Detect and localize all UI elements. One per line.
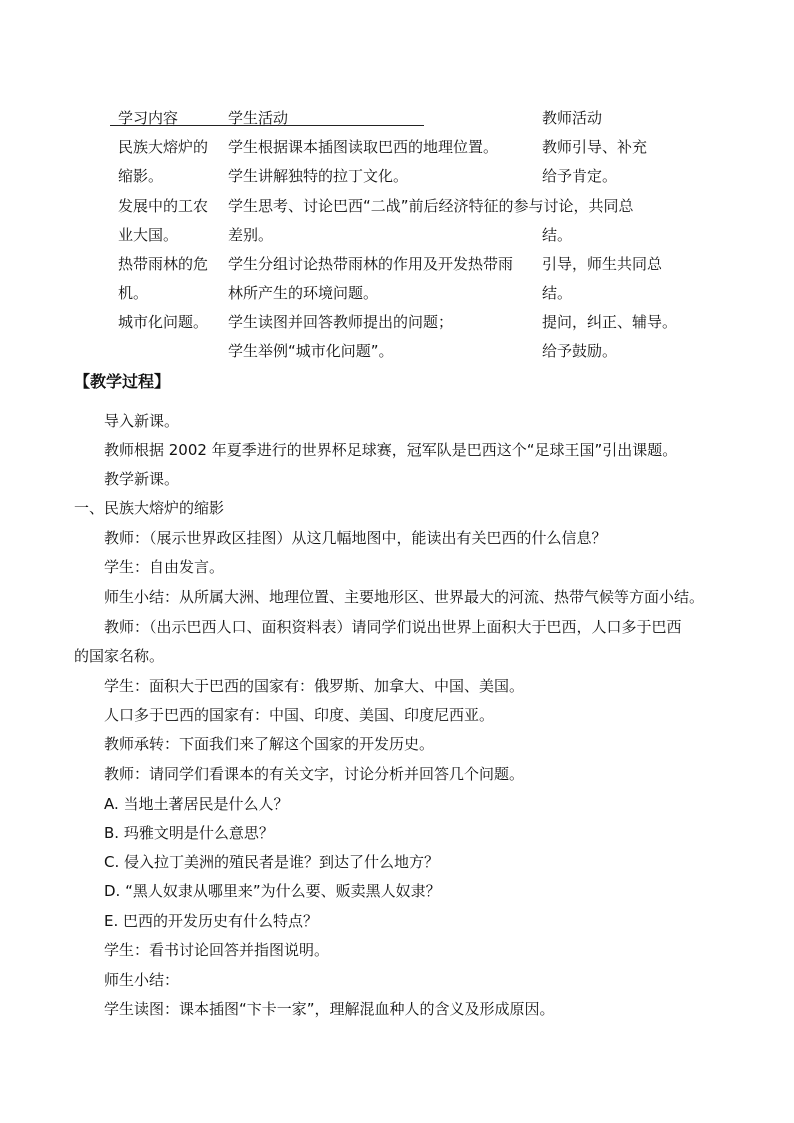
table-cell: 结。	[542, 284, 573, 302]
table-cell: 业大国。	[118, 226, 179, 244]
table-cell: 缩影。	[118, 167, 164, 185]
table-cell: 林所产生的环境问题。	[228, 284, 379, 302]
paragraph: 师生小结：从所属大洲、地理位置、主要地形区、世界最大的河流、热带气候等方面小结。	[104, 588, 705, 606]
header-underline	[110, 125, 424, 126]
paragraph: 教师：请同学们看课本的有关文字，讨论分析并回答几个问题。	[104, 765, 525, 783]
table-cell: 民族大熔炉的	[118, 138, 209, 156]
table-cell: 结。	[542, 226, 573, 244]
table-cell: 学生分组讨论热带雨林的作用及开发热带雨	[228, 255, 514, 273]
paragraph: 的国家名称。	[74, 647, 165, 665]
table-cell: 学生讲解独特的拉丁文化。	[228, 167, 409, 185]
subsection-title: 一、民族大熔炉的缩影	[74, 499, 225, 517]
table-cell: 热带雨林的危	[118, 255, 209, 273]
table-cell: 给予肯定。	[542, 167, 618, 185]
paragraph: 师生小结：	[104, 971, 180, 989]
paragraph: 教师根据 2002 年夏季进行的世界杯足球赛，冠军队是巴西这个“足球王国”引出课题。	[104, 441, 678, 459]
paragraph: 人口多于巴西的国家有：中国、印度、美国、印度尼西亚。	[104, 706, 495, 724]
paragraph: 学生：看书讨论回答并指图说明。	[104, 941, 330, 959]
section-title: 【教学过程】	[74, 372, 171, 391]
table-cell: 发展中的工农	[118, 197, 209, 215]
paragraph: 学生读图：课本插图“卞卡一家”，理解混血种人的含义及形成原因。	[104, 1000, 555, 1018]
paragraph: 学生：面积大于巴西的国家有：俄罗斯、加拿大、中国、美国。	[104, 677, 525, 695]
paragraph: 教师：（展示世界政区挂图）从这几幅地图中，能读出有关巴西的什么信息？	[104, 529, 607, 547]
table-cell: 学生思考、讨论巴西“二战”前后经济特征的参与讨论，共同总	[228, 197, 634, 215]
table-cell: 城市化问题。	[118, 313, 209, 331]
paragraph: 学生：自由发言。	[104, 558, 225, 576]
question-item: B. 玛雅文明是什么意思？	[104, 824, 274, 842]
paragraph: 教学新课。	[104, 470, 180, 488]
paragraph: 教师：（出示巴西人口、面积资料表）请同学们说出世界上面积大于巴西，人口多于巴西	[104, 618, 682, 636]
table-header-content: 学习内容	[118, 109, 179, 127]
table-cell: 提问，纠正、辅导。	[542, 313, 678, 331]
question-item: E. 巴西的开发历史有什么特点？	[104, 912, 319, 930]
paragraph: 教师承转：下面我们来了解这个国家的开发历史。	[104, 735, 435, 753]
table-cell: 教师引导、补充	[542, 138, 648, 156]
table-header-teacher: 教师活动	[542, 109, 603, 127]
question-item: D. “黑人奴隶从哪里来”为什么要、贩卖黑人奴隶？	[104, 882, 441, 900]
table-cell: 学生举例“城市化问题”。	[228, 342, 394, 360]
table-cell: 学生读图并回答教师提出的问题；	[228, 313, 454, 331]
question-item: C. 侵入拉丁美洲的殖民者是谁？到达了什么地方？	[104, 853, 440, 871]
table-cell: 引导，师生共同总	[542, 255, 663, 273]
table-cell: 差别。	[228, 226, 274, 244]
table-cell: 机。	[118, 284, 149, 302]
table-cell: 给予鼓励。	[542, 342, 618, 360]
question-item: A. 当地土著居民是什么人？	[104, 795, 289, 813]
table-header-student: 学生活动	[228, 109, 289, 127]
table-cell: 学生根据课本插图读取巴西的地理位置。	[228, 138, 499, 156]
paragraph: 导入新课。	[104, 412, 180, 430]
